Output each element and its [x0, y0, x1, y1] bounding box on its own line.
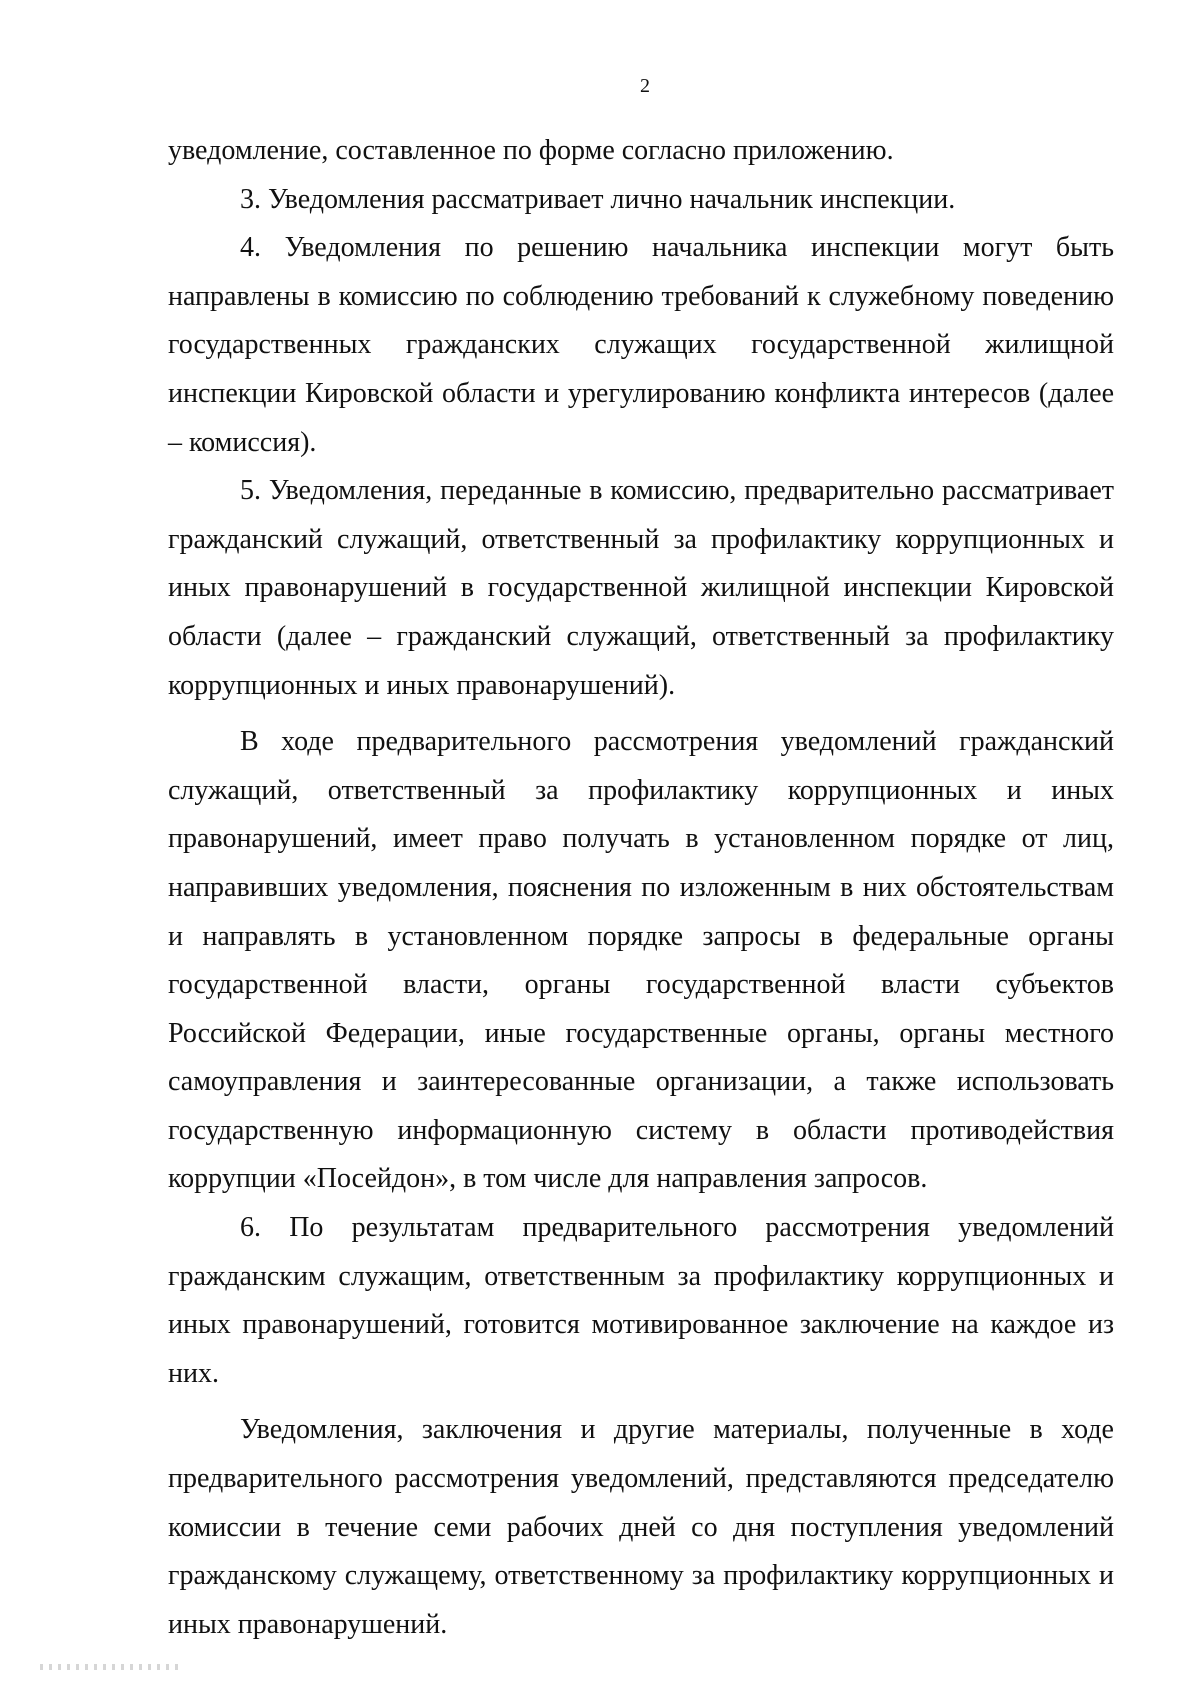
paragraph-item-6: 6. По результатам предварительного рассмотрения уведомлений гражданским служащим, ответственным за профилактику коррупционных и иных правонарушений, готовится мотивированное заключение на каждое из них.	[168, 1212, 1114, 1389]
paragraph-materials: Уведомления, заключения и другие материалы, полученные в ходе предварительного рассмотрения уведомлений, представляются председателю комиссии в течение семи рабочих дней со дня поступления уведомлений гражданскому служащему, ответственному за профилактику коррупционных и иных правонарушений.	[168, 1414, 1114, 1640]
scan-artifact	[40, 1664, 180, 1670]
document-body	[168, 127, 1114, 1649]
paragraph-item-4: 4. Уведомления по решению начальника инспекции могут быть направлены в комиссию по соблюдению требований к служебному поведению государственных гражданских служащих государственной жилищной инспекции Кировской области и урегулированию конфликта интересов (далее – комиссия).	[168, 232, 1114, 458]
paragraph-gap	[168, 1398, 1114, 1406]
paragraph-gap	[168, 710, 1114, 718]
paragraph-item-3: 3. Уведомления рассматривает лично начальник инспекции.	[240, 183, 956, 215]
paragraph-item-5: 5. Уведомления, переданные в комиссию, предварительно рассматривает гражданский служащий, ответственный за профилактику коррупционных и иных правонарушений в государственной жилищной инспекции Кировской области (далее – гражданский служащий, ответственный за профилактику коррупционных и иных правонарушений).	[168, 475, 1114, 701]
page-number: 2	[640, 75, 650, 97]
paragraph-continuation: уведомление, составленное по форме согласно приложению.	[168, 135, 894, 166]
paragraph-preliminary-review: В ходе предварительного рассмотрения уведомлений гражданский служащий, ответственный за профилактику коррупционных и иных правонарушений, имеет право получать в установленном порядке от лиц, направивших уведомления, пояснения по изложенным в них обстоятельствам и направлять в установленном порядке запросы в федеральные органы государственной власти, органы государственной власти субъектов Российской Федерации, иные государственные органы, органы местного самоуправления и заинтересованные организации, а также использовать государственную информационную систему в области противодействия коррупции «Посейдон», в том числе для направления запросов.	[168, 726, 1114, 1195]
